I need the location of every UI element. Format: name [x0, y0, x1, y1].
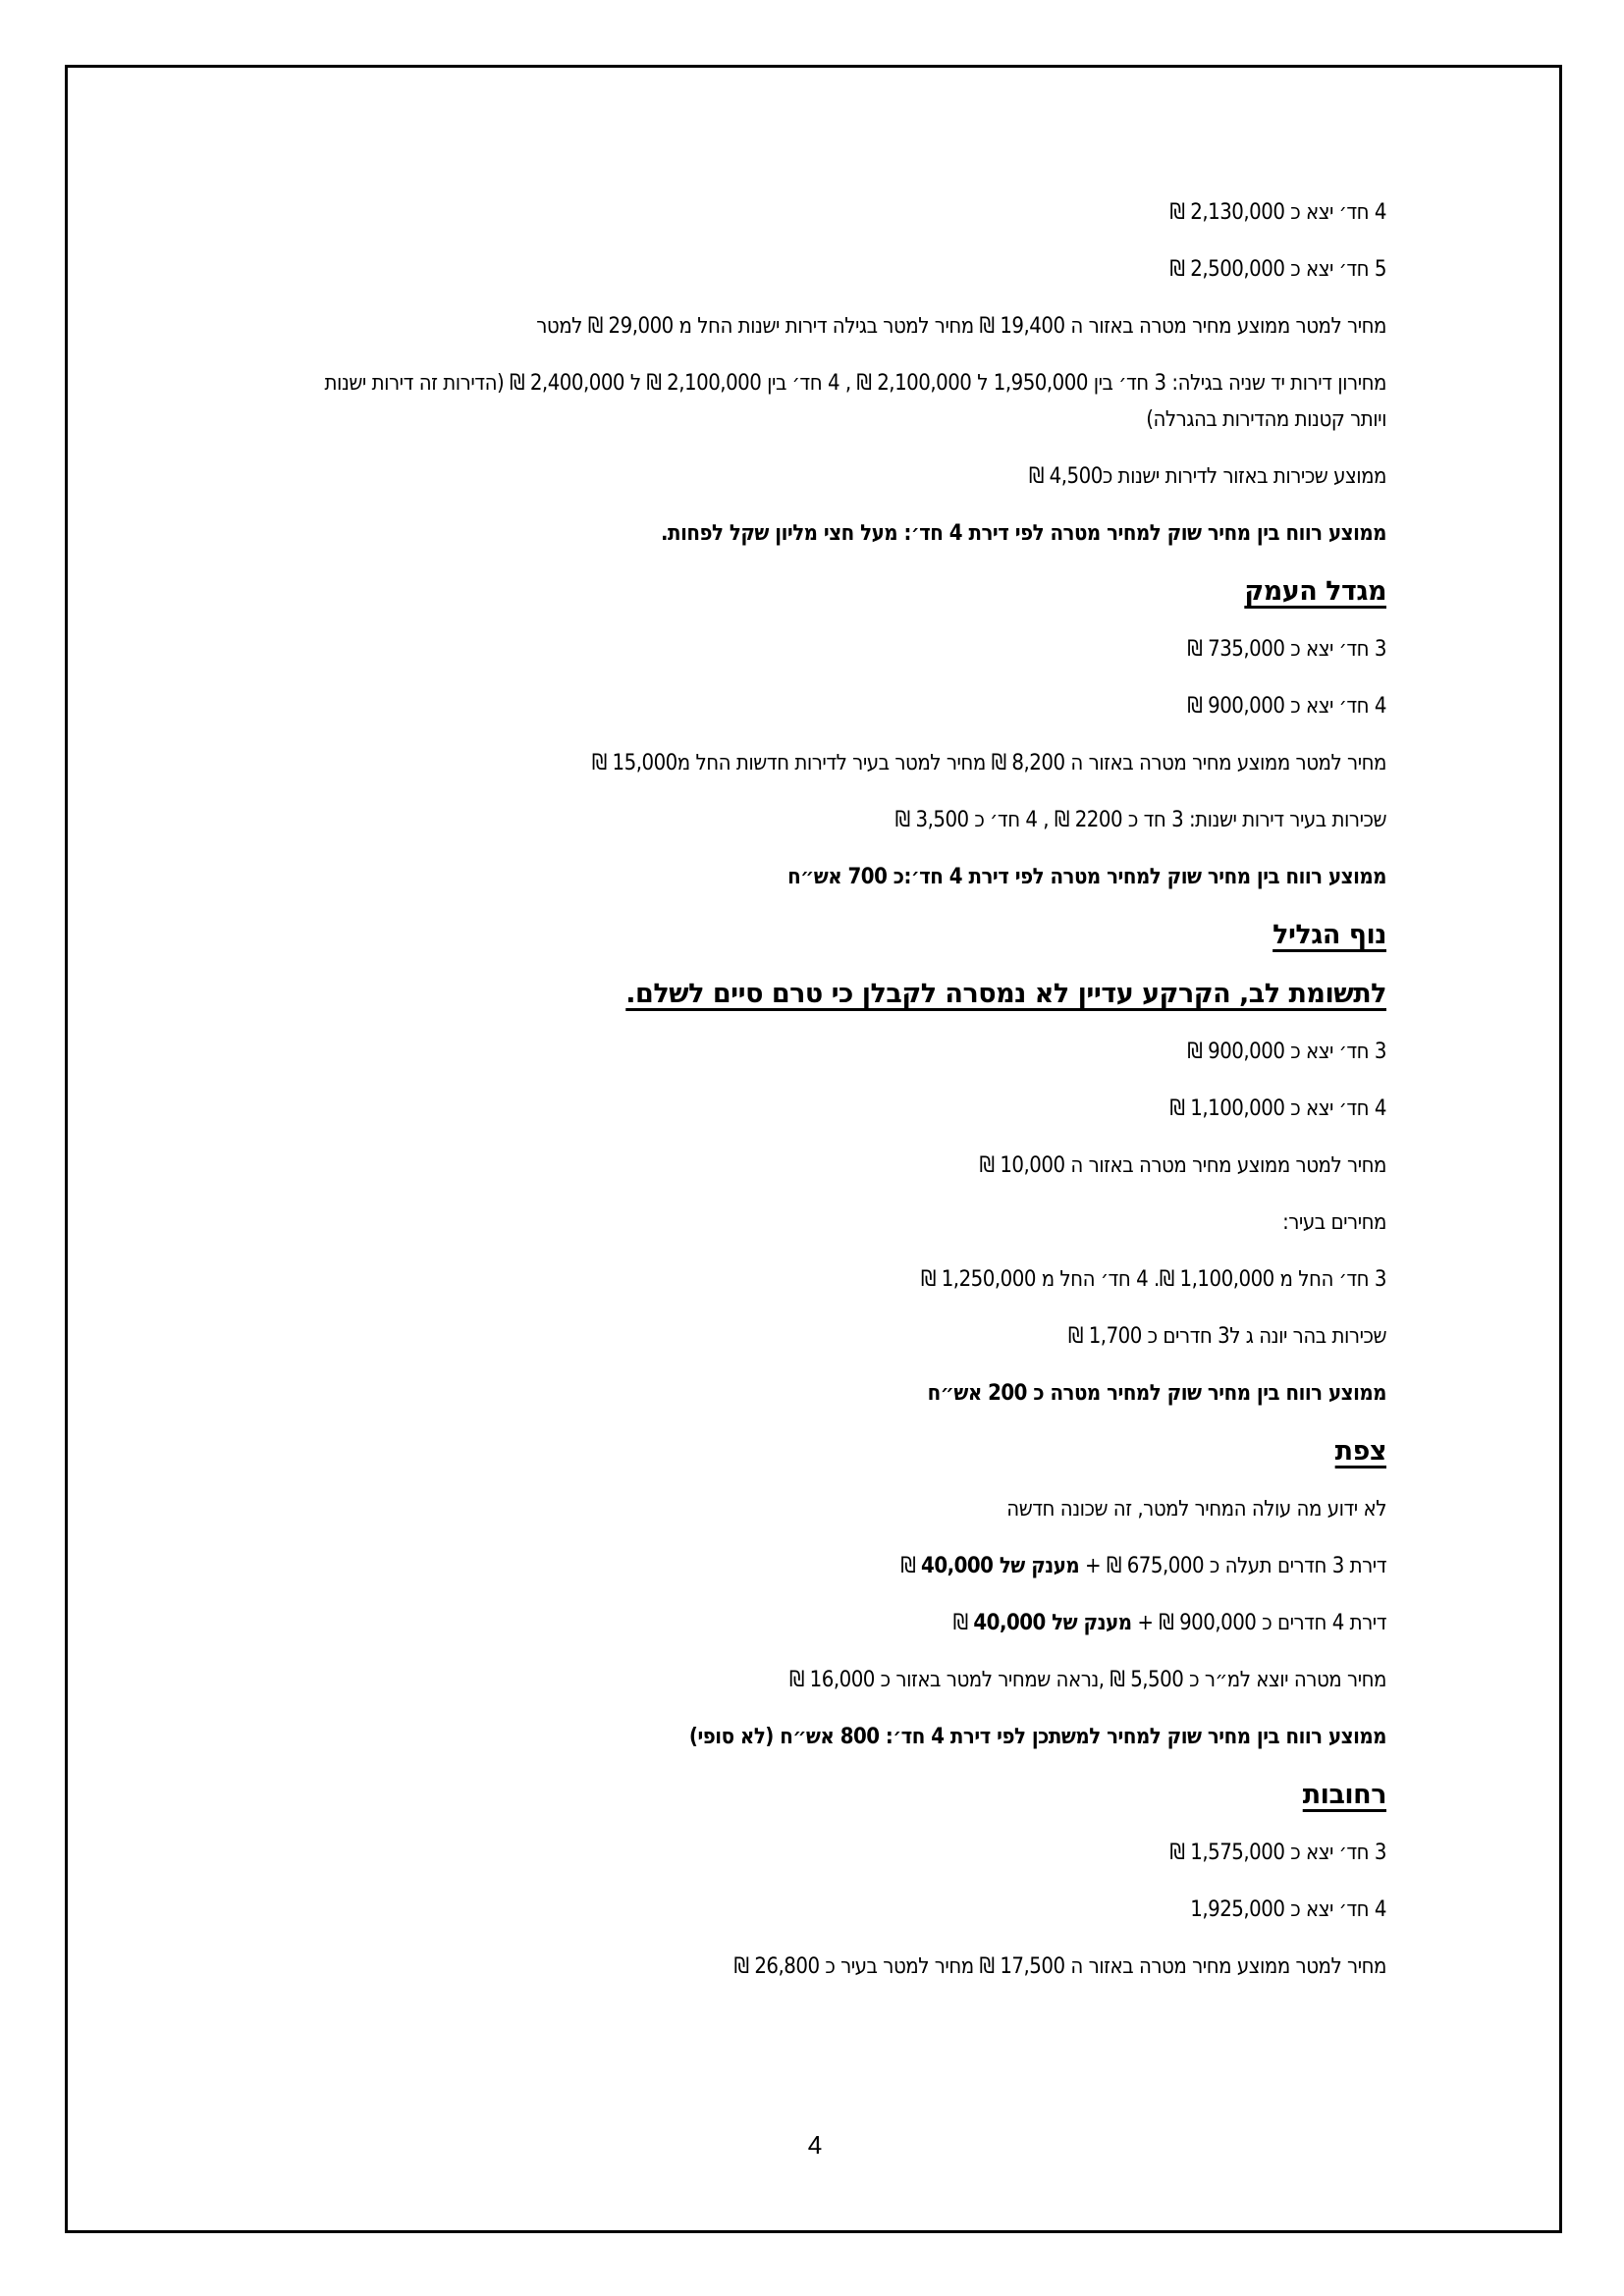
price-line-3-rooms [314, 1548, 1386, 1584]
price-per-meter-line: מחיר למטר ממוצע מחיר מטרה באזור ה 10,000 ₪ [979, 1153, 1386, 1178]
price-line-3-rooms: 3 חד׳ יצא כ 900,000 ₪ [1187, 1040, 1386, 1064]
grant-text: מענק של 40,000 [921, 1554, 1080, 1578]
currency-text: ₪ [900, 1554, 922, 1578]
price-per-meter-line: מחיר למטר ממוצע מחיר מטרה באזור ה 8,200 ₪ מחיר למטר בעיר לדירות חדשות החל מ15,000 ₪ [591, 751, 1386, 775]
profit-summary: ממוצע רווח בין מחיר שוק למחיר מטרה לפי דירת 4 חד׳: מעל חצי מליון שקל לפחות. [661, 521, 1386, 546]
price-text: דירת 3 חדרים תעלה כ 675,000 ₪ + [1079, 1554, 1386, 1578]
rent-line: שכירות בהר יונה ג ל3 חדרים כ 1,700 ₪ [1067, 1324, 1386, 1349]
profit-summary: ממוצע רווח בין מחיר שוק למחיר למשתכן לפי דירת 4 חד׳: 800 אש״ח (לא סופי) [688, 1725, 1386, 1749]
price-per-meter-line: מחיר מטרה יוצא למ״ר כ 5,500 ₪ ,נראה שמחיר למטר באזור כ 16,000 ₪ [788, 1668, 1386, 1692]
price-line-3-rooms: 3 חד׳ יצא כ 1,575,000 ₪ [1169, 1841, 1386, 1865]
price-line-4-rooms: 4 חד׳ יצא כ 900,000 ₪ [1187, 694, 1386, 719]
page-number: 4 [807, 2130, 823, 2160]
profit-summary: ממוצע רווח בין מחיר שוק למחיר מטרה כ 200 אש״ח [927, 1381, 1386, 1406]
rent-average-line: ממוצע שכירות באזור לדירות ישנות כ4,500 ₪ [1028, 464, 1386, 489]
price-per-meter-line: מחיר למטר ממוצע מחיר מטרה באזור ה 17,500 ₪ מחיר למטר בעיר כ 26,800 ₪ [733, 1954, 1386, 1979]
price-line-4-rooms: 4 חד׳ יצא כ 2,130,000 ₪ [1169, 200, 1386, 225]
city-prices-line: 3 חד׳ החל מ 1,100,000 ₪. 4 חד׳ החל מ 1,250,000 ₪ [920, 1267, 1386, 1292]
price-text: דירת 4 חדרים כ 900,000 ₪ + [1131, 1611, 1386, 1635]
price-per-meter-line: מחיר למטר ממוצע מחיר מטרה באזור ה 19,400 ₪ מחיר למטר בגילה דירות ישנות החל מ 29,000 ₪ למטר [536, 314, 1386, 339]
price-line-3-rooms: 3 חד׳ יצא כ 735,000 ₪ [1187, 637, 1386, 662]
rent-line: שכירות בעיר דירות ישנות: 3 חד כ 2200 ₪ , 4 חד׳ כ 3,500 ₪ [894, 808, 1386, 832]
section-heading-rehovot: רחובות [1302, 1780, 1386, 1810]
section-heading-nof-hagalil: נוף הגליל [1272, 920, 1386, 950]
currency-text: ₪ [952, 1611, 974, 1635]
price-line-4-rooms: 4 חד׳ יצא כ 1,100,000 ₪ [1169, 1096, 1386, 1121]
second-hand-prices-line: מחירון דירות יד שניה בגילה: 3 חד׳ בין 1,950,000 ל 2,100,000 ₪ , 4 חד׳ בין 2,100,000 ₪ ל 2,400,000 ₪ (הדירות זה דירות ישנות ויותר קטנות מהדירות בהגרלה) [324, 371, 1386, 432]
notice-heading: לתשומת לב, הקרקע עדיין לא נמסרה לקבלן כי טרם סיים לשלם. [625, 979, 1386, 1009]
document-body [314, 194, 1386, 2005]
price-per-meter-unknown-line: לא ידוע מה עולה המחיר למטר, זה שכונה חדשה [1006, 1497, 1386, 1522]
price-line-5-rooms: 5 חד׳ יצא כ 2,500,000 ₪ [1169, 257, 1386, 282]
grant-text: מענק של 40,000 [973, 1611, 1132, 1635]
section-heading-tzfat: צפת [1334, 1436, 1386, 1467]
section-heading-migdal-haemek: מגדל העמק [1244, 576, 1386, 607]
price-line-4-rooms [314, 1605, 1386, 1641]
price-line-4-rooms: 4 חד׳ יצא כ 1,925,000 [1190, 1897, 1386, 1922]
profit-summary: ממוצע רווח בין מחיר שוק למחיר מטרה לפי דירת 4 חד׳:כ 700 אש״ח [787, 865, 1386, 889]
city-prices-label: מחירים בעיר: [1282, 1210, 1386, 1235]
